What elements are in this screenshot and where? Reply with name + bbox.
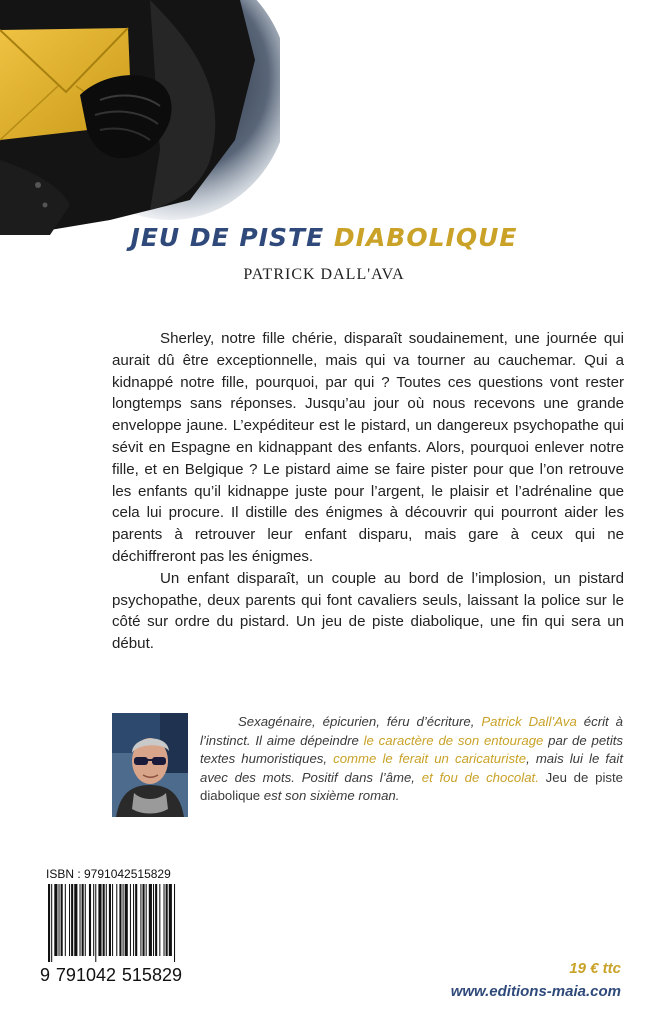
barcode-bar: [164, 884, 165, 956]
book-title-part1: JEU DE PISTE: [130, 223, 334, 252]
barcode-digit-group: 791042: [55, 965, 116, 985]
isbn-label: ISBN : 9791042515829: [46, 867, 171, 881]
barcode-bar: [106, 884, 107, 956]
barcode-bar: [61, 884, 63, 956]
barcode-bar: [59, 884, 60, 956]
bio-text: par de petits textes humoristiques,: [200, 732, 624, 767]
barcode-bar: [85, 884, 86, 956]
barcode-digits: [40, 965, 182, 986]
synopsis: [112, 328, 624, 655]
bio-highlight: comme le ferait un caricaturiste: [333, 751, 527, 767]
bio-text: Sexagénaire, épicurien, féru d’écriture,: [238, 714, 482, 729]
synopsis-paragraph-1: Sherley, notre fille chérie, disparaît soudainement, une journée qui aurait dû être exceptionnelle, mais qui va tourner au cauchemar. Qui a kidnappé notre fille, pourquoi, par qui ? Toutes ces questions vont rester longtemps sans réponses. Jusqu’au jour où nous recevons une grande enveloppe jaune. L’expéditeur est le pistard, un dangereux psychopathe qui sévit en Espagne en kidnappant des enfants. Alors, pourquoi enlever notre fille, et en Belgique ? Le pistard aime se faire pister pour que l’on retrouve les enfants qu’il kidnappe juste pour l’argent, le plaisir et l’adrénaline que cela lui procure. Il distille des énigmes à découvrir qui pourront aider les parents à retrouver leur enfant disparu, mais gare à ceux qui ne déchiffreront pas les énigmes.: [112, 330, 624, 565]
barcode-bar: [93, 884, 94, 956]
price: 19 € ttc: [569, 960, 621, 977]
barcode-bar: [74, 884, 77, 956]
barcode-bar: [146, 884, 147, 956]
book-title: [0, 223, 648, 252]
synopsis-paragraph-2: Un enfant disparaît, un couple au bord de l’implosion, un pistard psychopathe, deux parents qui font cavaliers seuls, laissant la police sur le côté sur ordre du pistard. Un jeu de piste diabolique, une fin qui sera un début.: [112, 569, 624, 653]
barcode-bar: [140, 884, 141, 956]
barcode: [46, 884, 178, 962]
cover-illustration: [0, 0, 280, 235]
bio-text: écrit à l’instinct. Il aime dépeindre: [200, 714, 623, 748]
barcode-bar: [130, 884, 131, 956]
barcode-digit-group: 9: [40, 965, 51, 985]
envelope-glove-image: [0, 0, 280, 235]
bio-text: , mais lui le fait avec des mots. Positif dans l’âme,: [200, 751, 623, 785]
barcode-bar: [48, 884, 50, 962]
barcode-bar: [71, 884, 73, 956]
barcode-bar: [174, 884, 175, 962]
barcode-bar: [149, 884, 152, 956]
barcode-bar: [80, 884, 81, 956]
barcode-bar: [54, 884, 57, 956]
author-photo: [112, 713, 188, 817]
barcode-bar: [155, 884, 157, 956]
barcode-bar: [166, 884, 168, 956]
barcode-bar: [153, 884, 154, 956]
barcode-bars: [46, 884, 178, 962]
barcode-bar: [112, 884, 113, 956]
barcode-bar: [89, 884, 91, 956]
bio-text: est son sixième roman.: [260, 788, 400, 804]
barcode-bar: [135, 884, 137, 956]
barcode-bar: [65, 884, 66, 956]
author-name: PATRICK DALL'AVA: [243, 266, 405, 283]
book-title-part2: DIABOLIQUE: [333, 223, 518, 252]
barcode-digit-group: 515829: [121, 965, 182, 985]
bio-highlight: le caractère de son entourage: [363, 732, 544, 748]
author-portrait-image: [112, 713, 188, 817]
barcode-bar: [82, 884, 84, 956]
barcode-bar: [98, 884, 101, 956]
barcode-bar: [133, 884, 134, 956]
barcode-bar: [69, 884, 70, 956]
barcode-bar: [109, 884, 111, 956]
barcode-bar: [169, 884, 172, 956]
author-bio: [200, 713, 623, 806]
barcode-bar: [116, 884, 117, 956]
bio-author-name: Patrick Dall’Ava: [481, 714, 577, 729]
barcode-bar: [143, 884, 145, 956]
barcode-bar: [123, 884, 124, 956]
bio-highlight: et fou de chocolat.: [421, 769, 539, 785]
barcode-bar: [119, 884, 121, 956]
barcode-bar: [159, 884, 160, 956]
barcode-bar: [51, 884, 52, 962]
publisher-website[interactable]: www.editions-maia.com: [450, 983, 621, 1000]
barcode-bar: [125, 884, 128, 956]
barcode-bar: [103, 884, 105, 956]
bio-book-title: Jeu de piste diabolique: [200, 769, 623, 804]
barcode-bar: [95, 884, 96, 962]
